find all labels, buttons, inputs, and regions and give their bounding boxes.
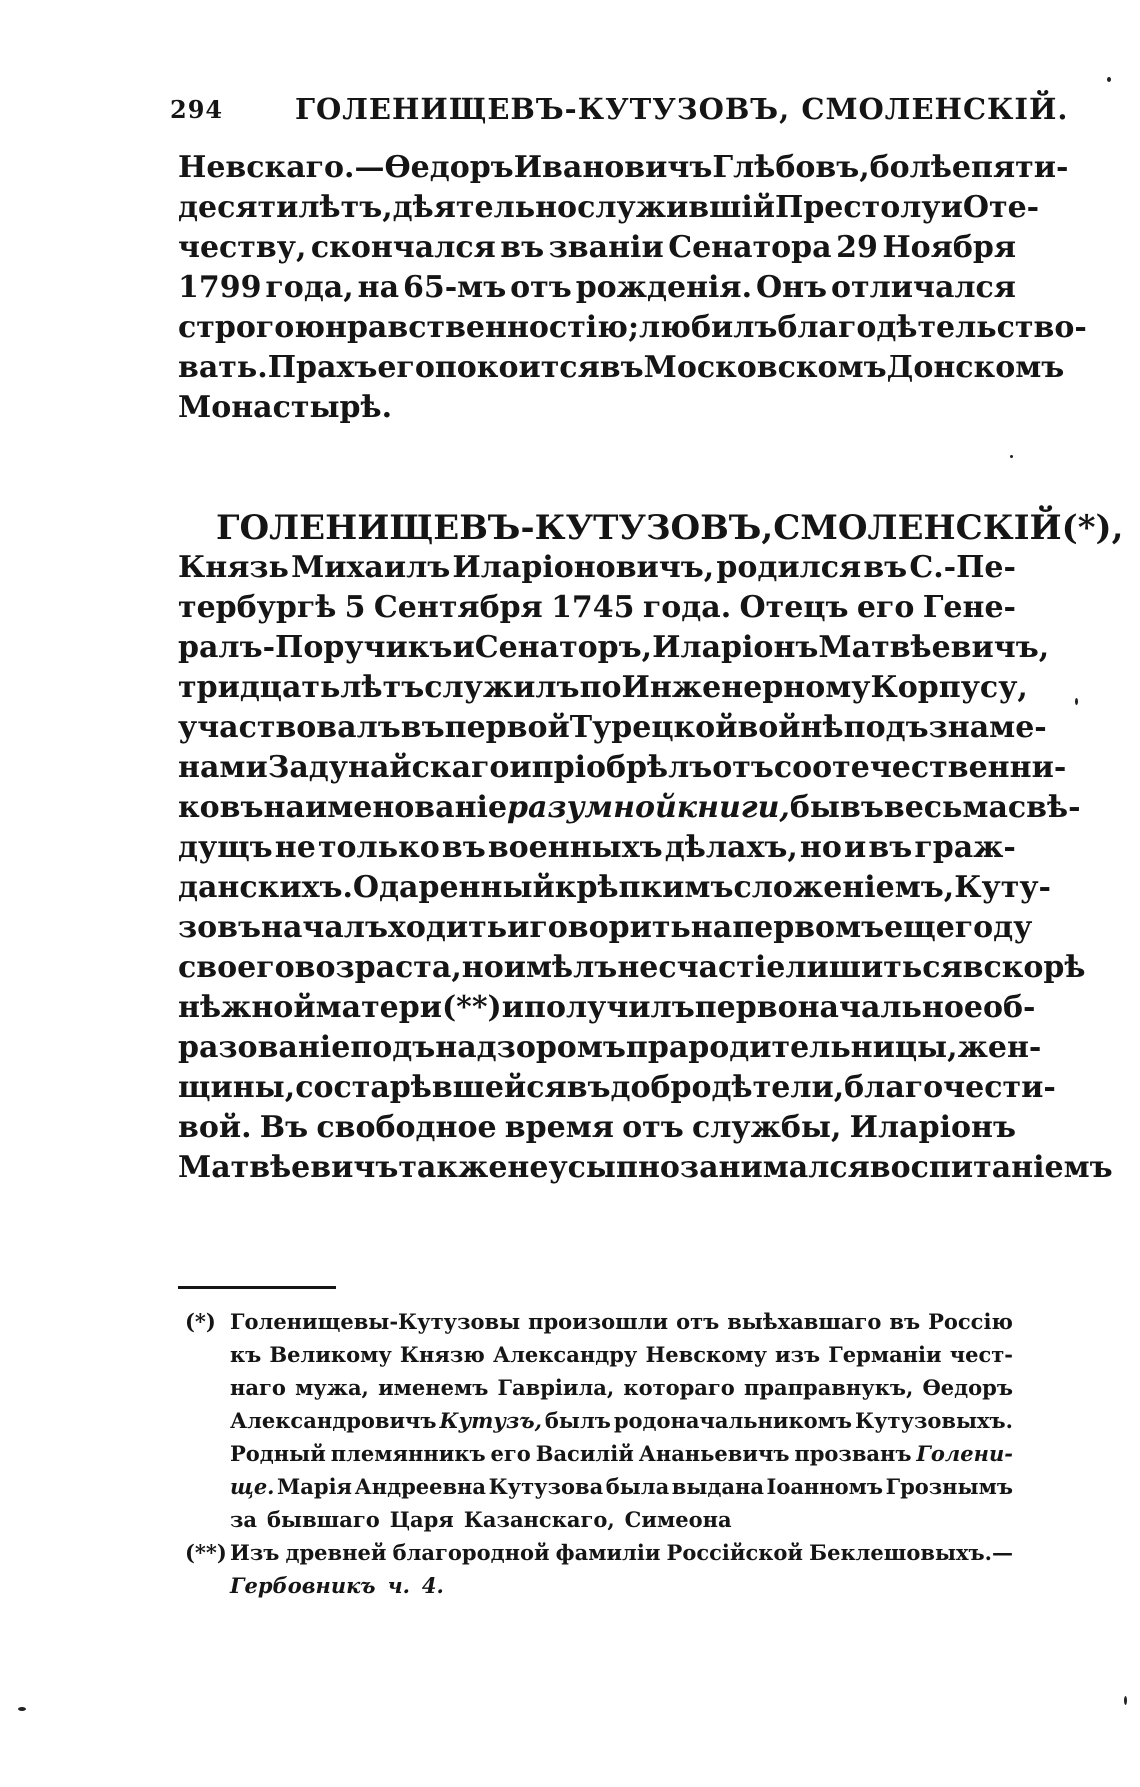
- word: Онъ: [755, 270, 828, 305]
- word: въ: [500, 230, 545, 265]
- word: своего: [178, 950, 295, 985]
- word: Иларіоновичъ,: [452, 550, 715, 585]
- word: время: [504, 1110, 614, 1145]
- word: и: [940, 190, 963, 225]
- word: но: [461, 950, 504, 985]
- word: состарѣвшейся: [295, 1070, 567, 1105]
- word: Куту-: [954, 870, 1052, 905]
- footnote-word: выдана: [671, 1474, 764, 1499]
- footnote-text: [230, 1536, 1013, 1602]
- word: зовъ: [178, 910, 262, 945]
- word: крѣпкимъ: [554, 870, 734, 905]
- scan-speck: [1107, 77, 1111, 82]
- word: нѣжной: [178, 990, 316, 1025]
- footnote-word: Изъ: [230, 1540, 280, 1565]
- footnote-word: фамиліи: [555, 1540, 661, 1565]
- text-line: [178, 628, 1050, 668]
- word: Сенаторъ,: [474, 630, 653, 665]
- footnote-word: Симеона: [624, 1507, 732, 1532]
- word: весьма: [883, 790, 1008, 825]
- footnote-word: праправнукъ,: [743, 1375, 914, 1400]
- word: подъ: [350, 1030, 436, 1065]
- word: 1745: [551, 590, 635, 625]
- footnote-word: Казанскаго,: [463, 1507, 615, 1532]
- word: на: [357, 270, 400, 305]
- footnote-word: произошли: [528, 1309, 669, 1334]
- word: вой.: [178, 1110, 252, 1145]
- footnote-reference: (**): [441, 990, 502, 1025]
- word: Монастырѣ.: [178, 390, 393, 425]
- word: отъ: [712, 750, 774, 785]
- footnote-word: Кутузова: [488, 1474, 604, 1499]
- text-line: [178, 228, 1016, 268]
- word: только: [317, 830, 440, 865]
- page-number: 294: [170, 95, 224, 124]
- footnote-word: мужа,: [295, 1375, 369, 1400]
- footnote-word: Великому: [269, 1342, 392, 1367]
- word: въ: [599, 350, 644, 385]
- word: лѣтъ: [340, 670, 425, 705]
- footnote-word: Россійской: [666, 1540, 804, 1565]
- word: прародительницы,: [625, 1030, 958, 1065]
- footnote-word: Германіи: [828, 1342, 942, 1367]
- footnote-line: [230, 1536, 1013, 1569]
- word: Сенатора: [668, 230, 832, 265]
- word: матери: [315, 990, 442, 1025]
- word: но: [799, 830, 842, 865]
- footnote-text: [230, 1305, 1013, 1536]
- word: Михаилъ: [291, 550, 451, 585]
- word: Князь: [178, 550, 289, 585]
- word: по: [579, 670, 622, 705]
- text-line: [178, 668, 1028, 708]
- word: его: [856, 590, 915, 625]
- word: ходить: [387, 910, 508, 945]
- word: Матвѣевичъ,: [818, 630, 1050, 665]
- word: служилъ: [424, 670, 580, 705]
- footnote-word: Родный: [230, 1441, 326, 1466]
- word: войнѣ: [737, 710, 844, 745]
- word: ралъ-Поручикъ: [178, 630, 453, 665]
- paragraph-kutuzov: [178, 508, 1124, 1188]
- title-word: СМОЛЕНСКІЙ: [773, 508, 1062, 548]
- word: нравственностію;: [325, 310, 640, 345]
- text-line: [178, 948, 1086, 988]
- word: году: [954, 910, 1033, 945]
- footnote-word: Беклешовыхъ.—: [809, 1540, 1013, 1565]
- word: сложеніемъ,: [733, 870, 955, 905]
- italic-footnote-word: ч.: [387, 1573, 410, 1598]
- footnote-word: именемъ: [378, 1375, 489, 1400]
- word: Гене-: [922, 590, 1016, 625]
- word: въ: [441, 830, 486, 865]
- word: Ивановичъ: [513, 150, 713, 185]
- footnote-word: Кутузовыхъ.: [854, 1408, 1013, 1433]
- footnote-word: въ: [889, 1309, 921, 1334]
- word: въ: [566, 1070, 611, 1105]
- word: вскорѣ: [962, 950, 1086, 985]
- word: Иларіонъ: [652, 630, 819, 665]
- word: ковъ: [178, 790, 264, 825]
- footnote-word: Андреевна: [354, 1474, 487, 1499]
- footnote-word: чест-: [949, 1342, 1013, 1367]
- text-line: [178, 788, 1081, 828]
- word: подъ: [843, 710, 929, 745]
- word: и: [452, 630, 475, 665]
- footnote-word: Александровичъ: [230, 1408, 437, 1433]
- word: Прахъ: [267, 350, 378, 385]
- word: благочести-: [844, 1070, 1056, 1105]
- footnote-line: [230, 1338, 1013, 1371]
- word: говорить: [529, 910, 691, 945]
- scan-speck: [18, 1707, 26, 1711]
- italic-footnote-word: Кутузъ,: [439, 1408, 542, 1433]
- word: Корпусу,: [870, 670, 1028, 705]
- footnote-word: за: [230, 1507, 258, 1532]
- footnote-word: его: [490, 1441, 531, 1466]
- footnote-line: [230, 1569, 1013, 1602]
- footnote-word: выѣхавшаго: [727, 1309, 882, 1334]
- word: 29: [836, 230, 878, 265]
- word: добродѣтели,: [610, 1070, 845, 1105]
- word: пріобрѣлъ: [531, 750, 713, 785]
- word: несчастіе: [617, 950, 786, 985]
- word: службы,: [692, 1110, 842, 1145]
- word: имѣлъ: [503, 950, 618, 985]
- footnote-line: [230, 1437, 1013, 1470]
- word: воспитаніемъ: [869, 1150, 1113, 1185]
- word: вать.: [178, 350, 268, 385]
- footnote-word: Ѳедоръ: [922, 1375, 1013, 1400]
- word: бывъ: [789, 790, 884, 825]
- word: знаме-: [928, 710, 1047, 745]
- word: не: [274, 830, 316, 865]
- footnote-word: Іоанномъ: [766, 1474, 884, 1499]
- word: года.: [642, 590, 732, 625]
- word: въ: [400, 710, 445, 745]
- word: покоится: [434, 350, 600, 385]
- text-line: [178, 828, 1016, 868]
- word: отъ: [510, 270, 572, 305]
- text-line: [178, 1148, 1113, 1188]
- word: Иларіонъ: [849, 1110, 1016, 1145]
- word: Московскомъ: [643, 350, 887, 385]
- text-line: [178, 988, 1036, 1028]
- word: служившій: [577, 190, 775, 225]
- footnote-separator: [178, 1286, 336, 1289]
- footnote-line: [230, 1371, 1013, 1404]
- word: участвовалъ: [178, 710, 401, 745]
- word: нами: [178, 750, 268, 785]
- word: свѣ-: [1007, 790, 1081, 825]
- word: еще: [884, 910, 955, 945]
- word: года,: [265, 270, 354, 305]
- word: первомъ: [732, 910, 885, 945]
- footnote-word: Невскому: [645, 1342, 767, 1367]
- text-line: [178, 708, 1047, 748]
- footnote-word: родоначальникомъ: [613, 1408, 853, 1433]
- footnote-word: Гавріила,: [497, 1375, 615, 1400]
- footnote-word: былъ: [544, 1408, 611, 1433]
- text-line: [178, 268, 1016, 308]
- word: Сентября: [373, 590, 543, 625]
- word: рожденія.: [575, 270, 753, 305]
- text-line: [178, 908, 1033, 948]
- footnote-word: была: [605, 1474, 670, 1499]
- word: неусыпно: [507, 1150, 680, 1185]
- footnotes-section: [185, 1305, 1013, 1602]
- footnote-word: Голенищевы-Кутузовы: [230, 1309, 521, 1334]
- word: данскихъ.: [178, 870, 353, 905]
- word: первой: [444, 710, 570, 745]
- italic-footnote-word: Гербовникъ: [230, 1573, 376, 1598]
- paragraph-glebov: [178, 148, 1087, 428]
- scan-speck: [1124, 1696, 1127, 1705]
- word: Турецкой: [569, 710, 738, 745]
- word: отличался: [830, 270, 1016, 305]
- text-line: [178, 1028, 1042, 1068]
- text-line: [178, 868, 1052, 908]
- word: и: [501, 990, 525, 1025]
- word: С.-Пе-: [909, 550, 1016, 585]
- text-line: [178, 188, 1040, 228]
- footnote-word: наго: [230, 1375, 286, 1400]
- footnote-word: Князю: [399, 1342, 485, 1367]
- footnote-word: Ананьевичъ: [638, 1441, 790, 1466]
- footnote-line: [230, 1305, 1013, 1338]
- scan-speck: [1010, 455, 1013, 458]
- word: щины,: [178, 1070, 296, 1105]
- word: и: [507, 910, 530, 945]
- word: об-: [982, 990, 1036, 1025]
- italic-footnote-word: Голени-: [916, 1441, 1013, 1466]
- footnote-word: благородной: [392, 1540, 550, 1565]
- word: соотечественни-: [773, 750, 1067, 785]
- footnote-word: Грознымъ: [885, 1474, 1013, 1499]
- footnote-mark: (**): [185, 1540, 227, 1565]
- text-line: [178, 348, 1065, 388]
- word: тридцать: [178, 670, 341, 705]
- word: и: [509, 750, 532, 785]
- word: строгою: [178, 310, 325, 345]
- word: скончался: [310, 230, 496, 265]
- word: дѣятельно: [392, 190, 578, 225]
- article-title: [178, 508, 1124, 548]
- italic-word: разумной: [507, 790, 677, 825]
- footnote-word: отъ: [676, 1309, 720, 1334]
- word: честву,: [178, 230, 307, 265]
- text-line: [178, 148, 1069, 188]
- title-word: ГОЛЕНИЩЕВЪ-КУТУЗОВЪ,: [216, 508, 774, 548]
- text-line: [178, 1068, 1056, 1108]
- footnote-1: [185, 1305, 1013, 1536]
- word: пяти-: [971, 150, 1069, 185]
- word: Одаренный: [352, 870, 555, 905]
- word: 65-мъ: [402, 270, 507, 305]
- footnote-word: Василій: [535, 1441, 634, 1466]
- word: въ: [863, 550, 908, 585]
- footnote-line: [230, 1470, 1013, 1503]
- word: тербургѣ: [178, 590, 337, 625]
- word: родился: [716, 550, 862, 585]
- word: Ноября: [882, 230, 1016, 265]
- footnote-word: котораго: [623, 1375, 735, 1400]
- word: Инженерному: [621, 670, 871, 705]
- word: дѣлахъ,: [664, 830, 798, 865]
- footnote-2: [185, 1536, 1013, 1602]
- footnote-reference: (*),: [1061, 508, 1124, 548]
- italic-word: книги,: [676, 790, 790, 825]
- word: званіи: [548, 230, 664, 265]
- word: получилъ: [524, 990, 695, 1025]
- word: лишиться: [785, 950, 963, 985]
- word: жен-: [957, 1030, 1042, 1065]
- footnote-word: Александру: [493, 1342, 638, 1367]
- word: первоначальное: [694, 990, 983, 1025]
- word: также: [398, 1150, 508, 1185]
- word: въ: [868, 830, 913, 865]
- word: 5: [344, 590, 366, 625]
- word: граж-: [914, 830, 1016, 865]
- word: занимался: [679, 1150, 870, 1185]
- footnote-word: племянникъ: [330, 1441, 486, 1466]
- word: любилъ: [639, 310, 778, 345]
- text-line: [178, 388, 1016, 428]
- text-line: [178, 548, 1016, 588]
- word: военныхъ: [487, 830, 663, 865]
- word: лѣтъ,: [298, 190, 393, 225]
- footnote-word: бывшаго: [267, 1507, 380, 1532]
- word: разованіе: [178, 1030, 351, 1065]
- word: Оте-: [962, 190, 1040, 225]
- word: наименованіе: [263, 790, 508, 825]
- word: дущъ: [178, 830, 273, 865]
- footnote-mark: (*): [185, 1309, 216, 1334]
- footnote-word: Царя: [389, 1507, 454, 1532]
- word: десяти: [178, 190, 299, 225]
- word: Въ: [259, 1110, 309, 1145]
- text-line: [178, 1108, 1016, 1148]
- word: на: [690, 910, 733, 945]
- running-title: ГОЛЕНИЩЕВЪ-КУТУЗОВЪ, СМОЛЕНСКІЙ.: [295, 92, 1069, 126]
- footnote-word: древней: [285, 1540, 387, 1565]
- word: Задунайскаго: [267, 750, 510, 785]
- word: началъ: [261, 910, 388, 945]
- text-line: [178, 748, 1067, 788]
- footnote-word: Россію: [928, 1309, 1013, 1334]
- word: Глѣбовъ,: [712, 150, 870, 185]
- footnote-line: [230, 1503, 1013, 1536]
- word: его: [377, 350, 435, 385]
- text-line: [178, 588, 1016, 628]
- italic-footnote-word: 4.: [421, 1573, 444, 1598]
- footnote-line: [230, 1404, 1013, 1437]
- word: Невскаго.—Ѳедоръ: [178, 150, 514, 185]
- italic-footnote-word: ще.: [230, 1474, 275, 1499]
- footnote-word: прозванъ: [794, 1441, 912, 1466]
- word: Престолу: [774, 190, 941, 225]
- word: надзоромъ: [435, 1030, 626, 1065]
- text-line: [178, 308, 1087, 348]
- footnote-word: къ: [230, 1342, 262, 1367]
- word: Матвѣевичъ: [178, 1150, 399, 1185]
- word: болѣе: [869, 150, 972, 185]
- word: и: [844, 830, 867, 865]
- page-header: [170, 90, 1069, 140]
- footnote-word: Марія: [277, 1474, 353, 1499]
- word: Отецъ: [739, 590, 849, 625]
- word: 1799: [178, 270, 262, 305]
- word: отъ: [622, 1110, 684, 1145]
- word: возраста,: [294, 950, 462, 985]
- word: благодѣтельство-: [777, 310, 1087, 345]
- word: Донскомъ: [886, 350, 1065, 385]
- footnote-word: изъ: [775, 1342, 821, 1367]
- word: свободное: [316, 1110, 497, 1145]
- scan-speck: [1075, 698, 1078, 705]
